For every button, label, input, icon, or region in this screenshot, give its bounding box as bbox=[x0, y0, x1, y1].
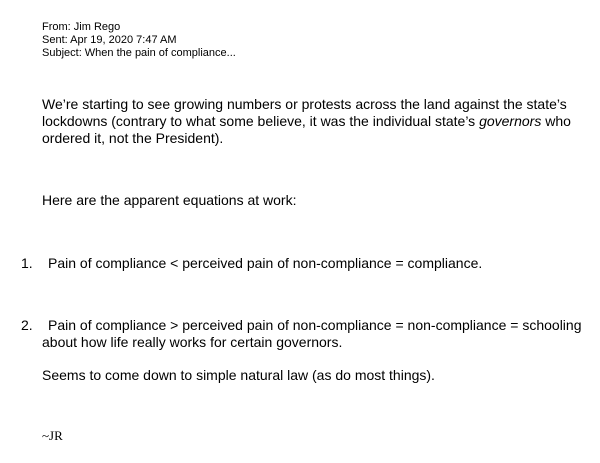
subject-line: Subject: When the pain of compliance... bbox=[42, 47, 236, 59]
list-item-number: 2. bbox=[21, 317, 33, 333]
list-item-text: Pain of compliance < perceived pain of non-compliance = compliance. bbox=[48, 255, 483, 271]
equations-intro: Here are the apparent equations at work: bbox=[42, 192, 297, 208]
list-item-text-continued: about how life really works for certain governors. bbox=[42, 334, 343, 350]
sent-line: Sent: Apr 19, 2020 7:47 AM bbox=[42, 34, 177, 46]
closing-line: Seems to come down to simple natural law (as do most things). bbox=[42, 367, 435, 383]
intro-text-italic: governors bbox=[479, 113, 542, 129]
from-line: From: Jim Rego bbox=[42, 21, 121, 33]
list-item-number: 1. bbox=[21, 255, 33, 271]
signature: ~JR bbox=[42, 428, 63, 443]
intro-text-before: We’re starting to see growing numbers or protests across the land against the state’s lockdowns (contrary to what some believe, it was the individual state’s bbox=[42, 96, 567, 129]
list-item-text: Pain of compliance > perceived pain of non-compliance = non-compliance = schooling bbox=[48, 317, 582, 333]
intro-text-after: who ordered it, not the President). bbox=[42, 113, 571, 146]
intro-paragraph bbox=[42, 96, 590, 147]
